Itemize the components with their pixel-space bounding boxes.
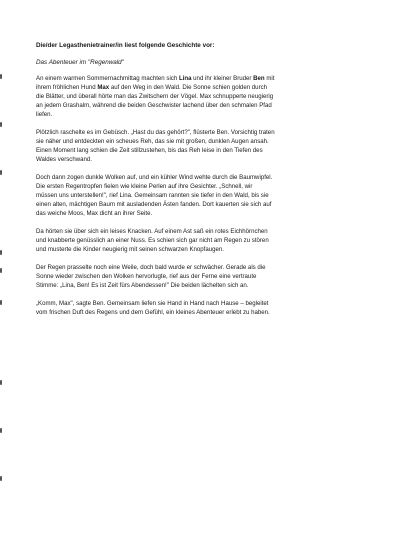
text-segment: und ihr kleiner Bruder bbox=[191, 75, 254, 82]
instruction-heading: Die/der Legasthenietrainer/in liest folgende Geschichte vor: bbox=[36, 42, 215, 49]
text-segment: vom frischen Duft des Regens und dem Gefühl, ein kleines Abenteuer erlebt zu haben. bbox=[36, 309, 270, 316]
scan-mark bbox=[0, 300, 2, 305]
story-paragraph bbox=[36, 263, 381, 290]
text-segment: Da hörten sie über sich ein leises Knacken. Auf einem Ast saß ein rotes Eichhörnchen bbox=[36, 228, 268, 235]
scan-mark bbox=[0, 476, 2, 481]
document-page bbox=[36, 42, 381, 326]
scan-mark bbox=[0, 122, 2, 127]
paragraph-line bbox=[36, 173, 381, 182]
paragraph-line bbox=[36, 227, 381, 236]
scan-mark bbox=[0, 428, 2, 433]
text-segment: Stimme: „Lina, Ben! Es ist Zeit fürs Abendessen!" Die beiden lächelten sich an. bbox=[36, 282, 249, 289]
scan-mark bbox=[0, 268, 2, 273]
text-segment: Waldes verschwand. bbox=[36, 156, 92, 163]
paragraph-line bbox=[36, 92, 381, 101]
paragraph-line bbox=[36, 146, 381, 155]
margin-scan-marks bbox=[0, 0, 4, 551]
paragraph-line bbox=[36, 137, 381, 146]
text-segment: Plötzlich raschelte es im Gebüsch. „Hast du das gehört?", flüsterte Ben. Vorsichtig traten bbox=[36, 129, 275, 136]
scan-mark bbox=[0, 380, 2, 385]
text-segment: mit bbox=[264, 75, 275, 82]
text-segment: müssen uns unterstellen!", rief Lina. Gemeinsam rannten sie tiefer in den Wald, bis sie bbox=[36, 192, 269, 199]
text-segment: „Komm, Max", sagte Ben. Gemeinsam liefen sie Hand in Hand nach Hause – begleitet bbox=[36, 300, 269, 307]
story-paragraph bbox=[36, 173, 381, 218]
paragraph-line bbox=[36, 281, 381, 290]
text-segment: Doch dann zogen dunkle Wolken auf, und ein kühler Wind wehte durch die Baumwipfel. bbox=[36, 174, 273, 181]
scan-mark bbox=[0, 250, 2, 255]
story-paragraph bbox=[36, 128, 381, 164]
scan-mark bbox=[0, 170, 2, 175]
text-segment: die Blätter, und überall hörte man das Zwitschern der Vögel. Max schnupperte neugierig bbox=[36, 93, 274, 100]
paragraph-line bbox=[36, 74, 381, 83]
story-body bbox=[36, 74, 381, 317]
paragraph-line bbox=[36, 245, 381, 254]
text-segment: liefen. bbox=[36, 111, 53, 118]
scan-mark bbox=[0, 74, 2, 79]
paragraph-line bbox=[36, 263, 381, 272]
paragraph-line bbox=[36, 191, 381, 200]
paragraph-line bbox=[36, 299, 381, 308]
text-segment: Die ersten Regentropfen fielen wie kleine Perlen auf ihre Gesichter. „Schnell, wir bbox=[36, 183, 253, 190]
story-paragraph bbox=[36, 299, 381, 317]
name-highlight: Max bbox=[97, 84, 110, 91]
text-segment: Sonne wieder zwischen den Wolken hervorlugte, rief aus der Ferne eine vertraute bbox=[36, 273, 257, 280]
text-segment: auf den Weg in den Wald. Die Sonne schien golden durch bbox=[109, 84, 268, 91]
text-segment: Der Regen prasselte noch eine Weile, doch bald wurde er schwächer. Gerade als die bbox=[36, 264, 266, 271]
paragraph-line bbox=[36, 83, 381, 92]
paragraph-line bbox=[36, 101, 381, 110]
text-segment: ihrem fröhlichen Hund bbox=[36, 84, 98, 91]
story-paragraph bbox=[36, 227, 381, 254]
paragraph-line bbox=[36, 272, 381, 281]
paragraph-line bbox=[36, 200, 381, 209]
paragraph-line bbox=[36, 128, 381, 137]
text-segment: an jedem Grashalm, während die beiden Geschwister lachend über den schmalen Pfad bbox=[36, 102, 272, 109]
text-segment: und knabberte genüsslich an einer Nuss. Es schien sich gar nicht am Regen zu stören bbox=[36, 237, 269, 244]
story-paragraph bbox=[36, 74, 381, 119]
text-segment: sie näher und entdeckten ein scheues Reh, das sie mit großen, dunklen Augen ansah. bbox=[36, 138, 269, 145]
text-segment: An einem warmen Sommernachmittag machten sich bbox=[36, 75, 179, 82]
paragraph-line bbox=[36, 155, 381, 164]
paragraph-line bbox=[36, 308, 381, 317]
paragraph-line bbox=[36, 110, 381, 119]
text-segment: und musterte die Kinder neugierig mit seinen schwarzen Knopfaugen. bbox=[36, 246, 225, 253]
text-segment: Einen Moment lang schien die Zeit stillzustehen, bis das Reh leise in den Tiefen des bbox=[36, 147, 263, 154]
text-segment: das weiche Moos, Max dicht an ihrer Seite. bbox=[36, 210, 153, 217]
text-segment: einen alten, mächtigen Baum mit ausladenden Ästen fanden. Dort kauerten sie sich auf bbox=[36, 201, 272, 208]
name-highlight: Lina bbox=[178, 75, 192, 82]
paragraph-line bbox=[36, 236, 381, 245]
paragraph-line bbox=[36, 182, 381, 191]
story-title: Das Abenteuer im "Regenwald" bbox=[36, 59, 124, 66]
name-highlight: Ben bbox=[253, 75, 265, 82]
paragraph-line bbox=[36, 209, 381, 218]
